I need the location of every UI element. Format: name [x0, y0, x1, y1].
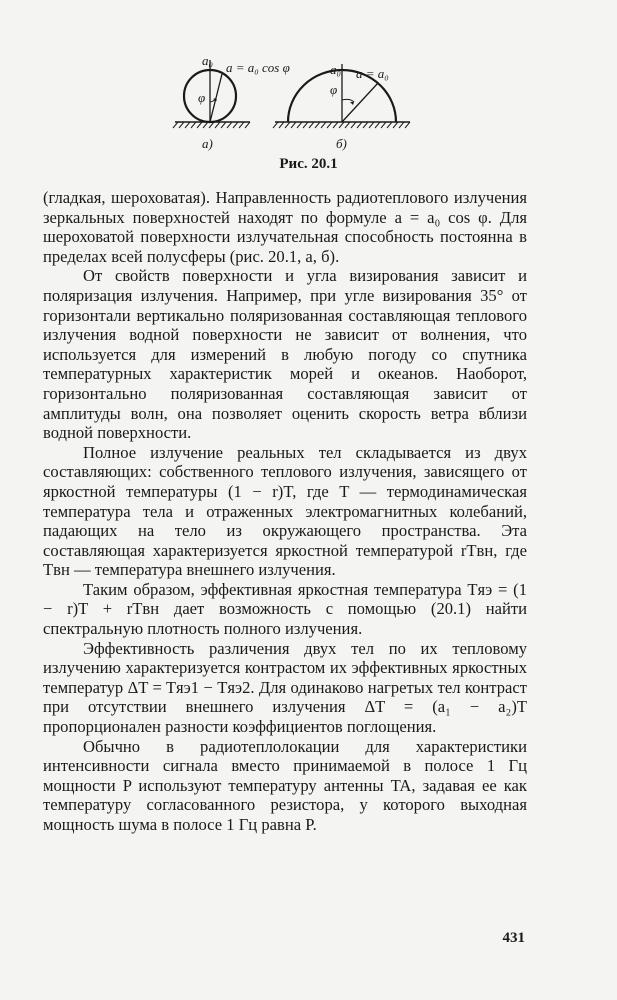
diagram-b — [273, 62, 410, 151]
sublabel-b: б) — [336, 136, 347, 151]
label-phi-right: φ — [330, 82, 338, 97]
paragraph: Обычно в радиотеплолокации для характеристики интенсивности сигнала вместо принимаемой в полосе 1 Гц мощности P используют температуру антенны TA, задавая ее как температуру согласованного резистора, у которого выходная мощность шума в полосе 1 Гц равна P. — [43, 736, 527, 834]
body-text — [43, 188, 527, 835]
paragraph: Эффективность различения двух тел по их тепловому излучению характеризуется контрастом их эффективных яркостных температур ΔT = Tяэ1 − Tяэ2. Для одинаково нагретых тел контраст при отсутствии внешнего излучения ΔT = (a₁ − a₂)T пропорционален разности коэффициентов поглощения. — [43, 638, 527, 737]
paragraph: Таким образом, эффективная яркостная температура Tяэ = (1 − r)T + rTвн дает возможность с помощью (20.1) найти спектральную плотность полного излучения. — [43, 579, 527, 639]
page-number: 431 — [502, 930, 525, 946]
paragraph: От свойств поверхности и угла визирования зависит и поляризация излучения. Например, при угле визирования 35° от горизонтали вертикально поляризованная составляющая теплового излучения водной поверхности не зависит от волнения, что используется для измерений в любую погоду со спутника температурных характеристик морей и океанов. Наоборот, горизонтально поляризованная составляющая зависит от амплитуды волн, она позволяет оценить скорость ветра вблизи водной поверхности. — [43, 266, 527, 443]
paragraph: (гладкая, шероховатая). Направленность радиотеплового излучения зеркальных поверхностей находят по формуле a = a₀ cos φ. Для шероховатой поверхности излучательная способность постоянна в пределах всей полусферы (рис. 20.1, а, б). — [43, 188, 527, 266]
paragraph: Полное излучение реальных тел складывается из двух составляющих: собственного теплового излучения, зависящего от яркостной температуры (1 − r)T, где T — термодинамическая температура тела и отраженных электромагнитных колебаний, падающих на тело из окружающего пространства. Эта составляющая характеризуется яркостной температурой rTвн, где Tвн — температура внешнего излучения. — [43, 442, 527, 580]
diagram-a — [173, 53, 290, 151]
figure-caption: Рис. 20.1 — [279, 156, 338, 172]
label-a0-right: a₀ — [330, 62, 342, 77]
label-a0-left: a₀ — [202, 53, 214, 68]
sublabel-a: а) — [202, 136, 213, 151]
label-formula-right: a = a₀ — [356, 66, 389, 81]
label-phi-left: φ — [198, 90, 206, 105]
label-formula-left: a = a₀ cos φ — [226, 60, 290, 75]
